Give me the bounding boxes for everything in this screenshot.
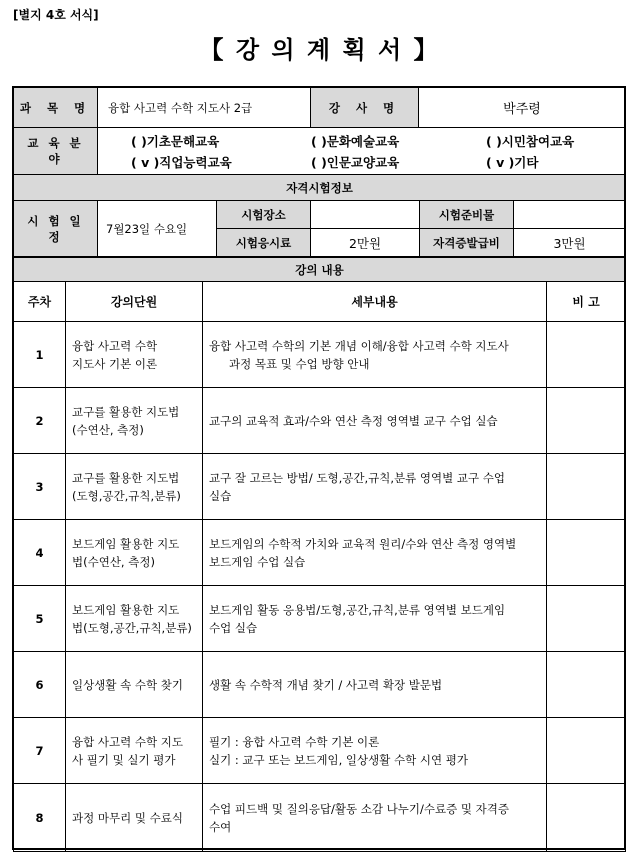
field-option-vocational: ( v )직업능력교육 [131, 154, 232, 170]
exam-info-table [13, 174, 626, 257]
lecture-detail-line: 실습 [209, 488, 232, 503]
lecture-row [14, 718, 626, 784]
document-title: 【 강 의 계 획 서 】 [199, 36, 440, 64]
lecture-row [14, 652, 626, 718]
exam-date-label: 시 험 일 정 [14, 201, 98, 257]
lecture-detail-line: 교구의 교육적 효과/수와 연산 측정 영역별 교구 수업 실습 [209, 413, 498, 428]
field-option-basic-literacy: ( )기초문해교육 [131, 133, 220, 149]
week-number: 3 [14, 454, 66, 520]
week-number: 2 [14, 388, 66, 454]
exam-section-title: 자격시험정보 [14, 175, 626, 201]
course-info-table [13, 87, 626, 175]
lecture-detail-line: 실기 : 교구 또는 보드게임, 일상생활 수학 시연 평가 [209, 752, 468, 767]
cert-fee-label: 자격증발급비 [420, 229, 514, 257]
lecture-detail-line: 수업 피드백 및 질의응답/활동 소감 나누기/수료증 및 자격증 [209, 801, 509, 816]
exam-prep-label: 시험준비물 [420, 201, 514, 229]
lecture-detail-line: 수여 [209, 819, 232, 834]
lecture-unit [66, 784, 203, 852]
lecture-table [13, 257, 626, 852]
lecture-detail-line: 보드게임의 수학적 가치와 교육적 원리/수와 연산 측정 영역별 [209, 536, 517, 551]
lecture-detail-line: 과정 목표 및 수업 방향 안내 [229, 356, 370, 371]
lecture-detail-line: 보드게임 수업 실습 [209, 554, 306, 569]
lecture-unit-line: 과정 마무리 및 수료식 [72, 810, 183, 825]
lecture-row [14, 586, 626, 652]
lecture-note [547, 322, 626, 388]
exam-prep-value [514, 201, 626, 229]
col-header-note: 비 고 [547, 282, 626, 322]
week-number: 5 [14, 586, 66, 652]
exam-date-value: 7월23일 수요일 [98, 201, 217, 257]
lecture-detail [203, 520, 547, 586]
week-number: 1 [14, 322, 66, 388]
lecture-unit-line: 교구를 활용한 지도법 [72, 404, 180, 419]
lecture-detail [203, 652, 547, 718]
lecture-detail-line: 필기 : 융합 사고력 수학 기본 이론 [209, 734, 380, 749]
lecture-unit-line: 보드게임 활용한 지도 [72, 602, 180, 617]
lecture-unit-line: 융합 사고력 수학 지도 [72, 734, 183, 749]
lecture-note [547, 652, 626, 718]
lecture-unit [66, 718, 203, 784]
field-option-civic: ( )시민참여교육 [486, 133, 575, 149]
col-header-unit: 강의단원 [66, 282, 203, 322]
lecture-unit-line: (도형,공간,규칙,분류) [72, 488, 181, 503]
lecture-detail [203, 454, 547, 520]
lecture-unit-line: 법(도형,공간,규칙,분류) [72, 620, 192, 635]
lecture-unit [66, 322, 203, 388]
lecture-note [547, 454, 626, 520]
lecture-detail-line: 수업 실습 [209, 620, 258, 635]
lecture-unit-line: 지도사 기본 이론 [72, 356, 158, 371]
lecture-detail [203, 388, 547, 454]
cert-fee-value: 3만원 [514, 229, 626, 257]
field-label: 교 육 분 야 [14, 128, 98, 175]
lecture-section-title: 강의 내용 [14, 258, 626, 282]
week-number: 6 [14, 652, 66, 718]
lecture-detail [203, 784, 547, 852]
field-options [98, 128, 626, 175]
week-number: 4 [14, 520, 66, 586]
week-number: 8 [14, 784, 66, 852]
instructor-label: 강 사 명 [311, 88, 419, 128]
lecture-unit-line: 융합 사고력 수학 [72, 338, 158, 353]
lecture-note [547, 388, 626, 454]
lecture-note [547, 718, 626, 784]
lecture-unit [66, 652, 203, 718]
week-number: 7 [14, 718, 66, 784]
form-tag: [별지 4호 서식] [13, 8, 99, 22]
field-option-humanities: ( )인문교양교육 [311, 154, 400, 170]
lecture-row [14, 322, 626, 388]
lecture-row [14, 520, 626, 586]
lecture-detail-line: 보드게임 활동 응용법/도형,공간,규칙,분류 영역별 보드게임 [209, 602, 506, 617]
lecture-note [547, 520, 626, 586]
lecture-detail-line: 생활 속 수학적 개념 찾기 / 사고력 확장 발문법 [209, 677, 443, 692]
subject-label: 과 목 명 [14, 88, 98, 128]
field-option-other: ( v )기타 [486, 154, 539, 170]
exam-place-value [311, 201, 420, 229]
lecture-unit [66, 454, 203, 520]
lecture-note [547, 586, 626, 652]
lecture-unit-line: 사 필기 및 실기 평가 [72, 752, 176, 767]
lecture-row [14, 454, 626, 520]
lecture-unit-line: 법(수연산, 측정) [72, 554, 155, 569]
lecture-unit [66, 520, 203, 586]
lecture-row [14, 388, 626, 454]
lecture-note [547, 784, 626, 852]
subject-value: 융합 사고력 수학 지도사 2급 [98, 88, 311, 128]
lecture-unit [66, 586, 203, 652]
lecture-detail-line: 융합 사고력 수학의 기본 개념 이해/융합 사고력 수학 지도사 [209, 338, 509, 353]
col-header-week: 주차 [14, 282, 66, 322]
field-option-culture-arts: ( )문화예술교육 [311, 133, 400, 149]
lecture-unit-line: 일상생활 속 수학 찾기 [72, 677, 183, 692]
lecture-row [14, 784, 626, 852]
lecture-detail [203, 586, 547, 652]
lecture-unit-line: (수연산, 측정) [72, 422, 144, 437]
exam-place-label: 시험장소 [217, 201, 311, 229]
lecture-unit-line: 교구를 활용한 지도법 [72, 470, 180, 485]
lecture-unit [66, 388, 203, 454]
instructor-value: 박주령 [419, 88, 626, 128]
exam-fee-value: 2만원 [311, 229, 420, 257]
lecture-detail [203, 322, 547, 388]
exam-fee-label: 시험응시료 [217, 229, 311, 257]
col-header-detail: 세부내용 [203, 282, 547, 322]
lecture-detail-line: 교구 잘 고르는 방법/ 도형,공간,규칙,분류 영역별 교구 수업 [209, 470, 505, 485]
lecture-unit-line: 보드게임 활용한 지도 [72, 536, 180, 551]
lecture-detail [203, 718, 547, 784]
